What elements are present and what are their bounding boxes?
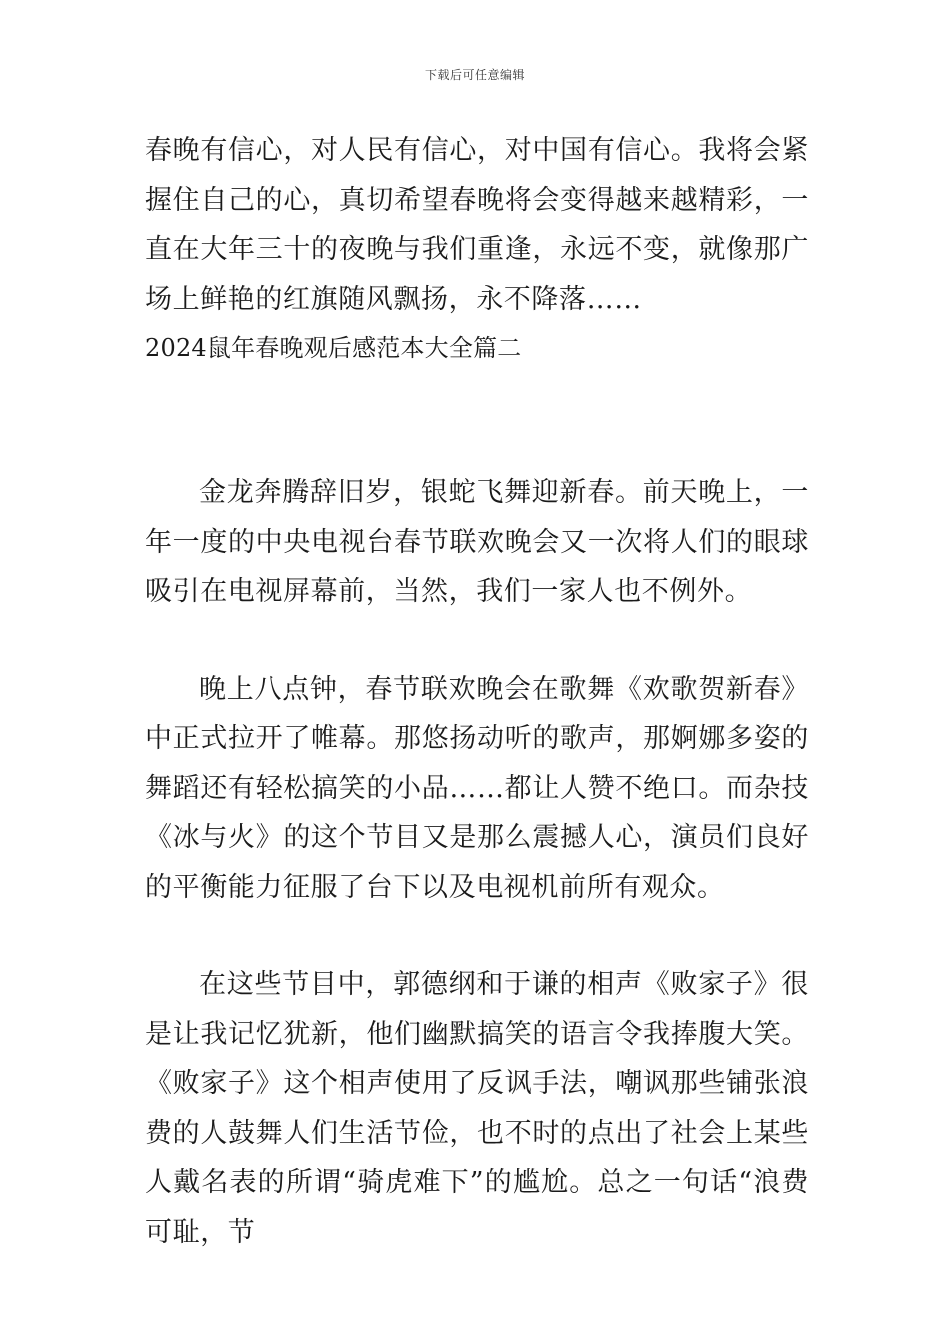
paragraph-intro: 金龙奔腾辞旧岁，银蛇飞舞迎新春。前天晚上，一年一度的中央电视台春节联欢晚会又一次将人们的眼球吸引在电视屏幕前，当然，我们一家人也不例外。 [145, 477, 809, 607]
spacer [145, 372, 809, 468]
spacer [145, 912, 809, 960]
paragraph-continuation: 春晚有信心，对人民有信心，对中国有信心。我将会紧握住自己的心，真切希望春晚将会变得越来越精彩，一直在大年三十的夜晚与我们重逢，永远不变，就像那广场上鲜艳的红旗随风飘扬，永不降落…… [145, 135, 809, 315]
document-body [145, 126, 809, 1257]
paragraph-programs: 晚上八点钟，春节联欢晚会在歌舞《欢歌贺新春》中正式拉开了帷幕。那悠扬动听的歌声，那婀娜多姿的舞蹈还有轻松搞笑的小品……都让人赞不绝口。而杂技《冰与火》的这个节目又是那么震撼人心，演员们良好的平衡能力征服了台下以及电视机前所有观众。 [145, 673, 809, 903]
paragraph-crosstalk: 在这些节目中，郭德纲和于谦的相声《败家子》很是让我记忆犹新，他们幽默搞笑的语言令我捧腹大笑。《败家子》这个相声使用了反讽手法，嘲讽那些铺张浪费的人鼓舞人们生活节俭，也不时的点出了社会上某些人戴名表的所谓“骑虎难下”的尴尬。总之一句话“浪费可耻，节 [145, 969, 809, 1248]
section-heading: 2024鼠年春晚观后感范本大全篇二 [145, 334, 522, 362]
spacer [145, 617, 809, 665]
page-header: 下载后可任意编辑 [424, 68, 525, 82]
